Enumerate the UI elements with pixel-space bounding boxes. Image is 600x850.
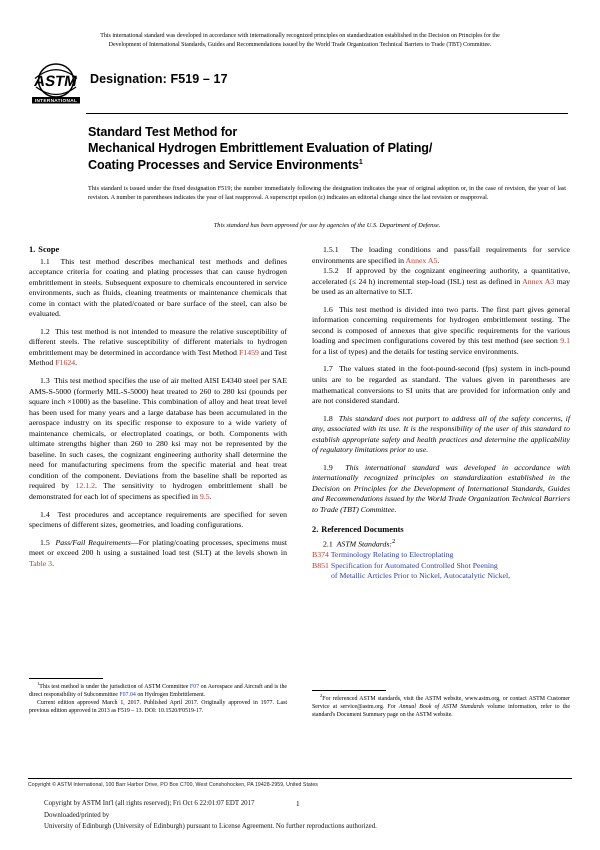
footer-divider-rule — [28, 778, 572, 779]
para-1-5-1-text-b: . — [437, 255, 440, 265]
link-f07-04[interactable]: F07.04 — [119, 691, 136, 698]
para-1-5-1-text-a: The loading conditions and pass/fail requirements for service environments are specified in — [312, 245, 571, 265]
title-divider-rule — [86, 113, 568, 114]
tbt-line-1: This international standard was developed in accordance with internationally recognized principles on standardization established in the Decision on Principles for the — [100, 33, 500, 39]
footnote-rule — [29, 678, 103, 679]
scope-heading-text: Scope — [38, 245, 60, 254]
astm-logo-icon — [28, 62, 84, 106]
para-1-9-number: 1.9 — [323, 462, 333, 472]
scope-heading-number: 1. — [29, 245, 36, 254]
footnote-2-part-b: volume information, refer to the standard's Document Summary page on the ASTM website. — [312, 703, 570, 718]
footnote-2-part-a: For referenced ASTM standards, visit the ASTM website, www.astm.org, or contact ASTM Customer Service at service@astm.org. For — [312, 695, 570, 710]
footnote-2-text — [312, 692, 570, 719]
para-1-1 — [29, 257, 287, 320]
title-line-2: Mechanical Hydrogen Embrittlement Evaluation of Plating/ — [88, 141, 433, 156]
link-f1624[interactable]: F1624 — [55, 358, 76, 368]
footnote-1-edition: Current edition approved March 1, 2017. Published April 2017. Originally approved in 1977. Last previous edition approved in 2013 as F519 – 13. DOI: 10.1520/F0519-17. — [29, 699, 287, 714]
para-1-5 — [29, 538, 287, 570]
footnote-2-marker: 2 — [320, 692, 323, 698]
link-f07[interactable]: F07 — [189, 683, 200, 690]
para-1-4 — [29, 510, 287, 531]
link-table-3[interactable]: Table 3 — [29, 558, 53, 568]
para-1-7-number: 1.7 — [323, 364, 333, 374]
reference-item[interactable] — [312, 550, 570, 561]
download-info-block — [44, 798, 544, 833]
download-line-2: Downloaded/printed by — [44, 811, 110, 819]
para-1-6-text-a: This test method is divided into two parts. The first part gives general information concerning requirements for hydrogen embrittlement testing. The second is composed of annexes that give specific requirements for the various loading and specimen configurations covered by this test method (see section — [312, 304, 570, 346]
footnote-1-text — [29, 680, 288, 699]
para-1-5-2-number: 1.5.2 — [323, 266, 339, 276]
reference-item[interactable] — [312, 561, 570, 572]
para-1-8 — [312, 414, 570, 456]
download-line-3: University of Edinburgh (University of Edinburgh) pursuant to License Agreement. No further reproductions authorized. — [44, 823, 377, 831]
reference-title[interactable]: Terminology Relating to Electroplating — [330, 550, 454, 560]
para-1-2-text-a: This test method is not intended to measure the relative susceptibility of different steels. The relative susceptibility of different materials to hydrogen embrittlement may be determined in accordance with Test Method — [29, 326, 288, 357]
page-number: 1 — [296, 800, 300, 808]
para-1-5-text-b: . — [52, 558, 55, 568]
footnote-1-marker: 1 — [37, 680, 40, 686]
para-1-5-1-number: 1.5.1 — [323, 245, 339, 254]
link-f1459[interactable]: F1459 — [238, 347, 259, 357]
para-1-5-1 — [312, 245, 570, 266]
para-1-7 — [312, 364, 570, 406]
para-1-5-text-a: —For plating/coating processes, specimens must meet or exceed 200 h using a sustained load test (SLT) at the levels shown in — [29, 537, 288, 558]
para-1-2-text-b: and Test Method — [29, 347, 287, 368]
para-1-5-2 — [312, 266, 570, 298]
designation-label: Designation: F519 – 17 — [90, 72, 228, 86]
section-heading-referenced-documents — [312, 525, 570, 536]
para-1-3-text-b: . The sensitivity to hydrogen embrittlement shall be demonstrated for each lot of specimens as specified in — [29, 481, 287, 502]
footnote-rule — [312, 690, 386, 691]
para-1-3-number: 1.3 — [40, 376, 50, 386]
para-1-9-text: This international standard was developed in accordance with internationally recognized principles on standardization established in the Decision on Principles for the Development of International Standards, Guides and Recommendations issued by the World Trade Organization Technical Barriers to Trade (TBT) Committee. — [312, 462, 571, 515]
para-1-5-2-text-a: If approved by the cognizant engineering authority, a quantitative, accelerated (≤ 24 h) incremental step-load (ISL) test as defined in — [312, 266, 570, 286]
para-1-3-text-a: This test method specifies the use of air melted AISI E4340 steel per SAE AMS-S-5000 (formerly MIL-S-5000) heat treated to 260 to 280 ksi (pounds per square inch ×1000) as the baseline. This combination of alloy and heat treat level has been used for many years and a large database has been accumulated in the aerospace industry on its specific response to exposure to a wide variety of maintenance chemicals, or electroplated coatings, or both. Components with ultimate strengths higher than 260 to 280 ksi may not be represented by the baseline. In such cases, the cognizant engineering authority shall determine the need for manufacturing specimens from the specific material and heat treat condition of the component. Deviations from the baseline shall be reported as required by — [29, 376, 287, 491]
title-line-1: Standard Test Method for — [88, 125, 238, 139]
para-1-7-text: The values stated in the foot-pound-second (fps) system in inch-pound units are to be regarded as standard. The values given in parentheses are mathematical conversions to SI units that are provided for information only and are not considered standard. — [312, 364, 570, 406]
para-1-4-number: 1.4 — [40, 509, 50, 519]
para-1-2-number: 1.2 — [40, 326, 50, 336]
para-1-2 — [29, 327, 287, 369]
left-column — [29, 245, 287, 569]
para-1-1-number: 1.1 — [40, 256, 50, 266]
para-1-5-2-text-b: may be used as an alternative to SLT. — [312, 276, 571, 297]
issue-note: This standard is issued under the fixed designation F519; the number immediately following the designation indicates the year of original adoption or, in the case of revision, the year of last revision. A number in parentheses indicates the year of last reapproval. A superscript epsilon (ε) indicates an editorial change since the last revision or reapproval. — [88, 185, 566, 202]
para-1-8-text: This standard does not purport to address all of the safety concerns, if any, associated with its use. It is the responsibility of the user of this standard to establish appropriate safety and health practices and determine the applicability of regulatory limitations prior to use. — [312, 413, 570, 455]
para-1-8-number: 1.8 — [323, 413, 333, 423]
para-1-3-text-c: . — [209, 492, 212, 502]
tbt-line-2: Development of International Standards, Guides and Recommendations issued by the World Trade Organization Technical Barriers to Trade (TBT) Committee. — [108, 42, 492, 49]
link-9-5[interactable]: 9.5 — [199, 492, 210, 502]
title-line-3: Coating Processes and Service Environments — [88, 157, 359, 172]
tbt-header-note — [32, 32, 568, 50]
svg-text:INTERNATIONAL: INTERNATIONAL — [34, 99, 78, 104]
footnote-1-part-c: on Hydrogen Embrittlement. — [135, 691, 206, 698]
footnote-left — [29, 678, 287, 715]
refdocs-heading-text: Referenced Documents — [321, 524, 404, 534]
refdocs-heading-number: 2. — [312, 524, 319, 534]
link-12-1-2[interactable]: 12.1.2 — [75, 481, 96, 491]
para-1-2-text-c: . — [75, 358, 78, 368]
para-1-6-number: 1.6 — [323, 304, 333, 314]
para-1-5-italic-lead: Pass/Fail Requirements — [55, 537, 131, 547]
link-9-1[interactable]: 9.1 — [560, 336, 570, 346]
para-1-6-text-b: for a list of types) and the details for testing service environments. — [312, 346, 519, 356]
reference-title[interactable]: Specification for Automated Controlled Shot Peening — [330, 560, 498, 570]
para-2-1-number: 2.1 — [323, 539, 333, 549]
reference-title-continuation[interactable]: of Metallic Articles Prior to Nickel, Autocatalytic Nickel, — [331, 571, 511, 581]
para-1-5-number: 1.5 — [40, 537, 50, 547]
footnote-1-part-a: This test method is under the jurisdiction of ASTM Committee — [39, 683, 190, 690]
footnote-1-part-b: on Aerospace and Aircraft and is the direct responsibility of Subcommittee — [29, 683, 288, 698]
reference-code[interactable]: B851 — [312, 560, 329, 570]
para-1-3 — [29, 376, 287, 503]
para-2-1-label: ASTM Standards: — [336, 539, 393, 549]
right-column — [312, 245, 570, 582]
para-1-9 — [312, 463, 570, 516]
download-line-1: Copyright by ASTM Int'l (all rights reserved); Fri Oct 6 22:01:07 EDT 2017 — [44, 800, 255, 807]
section-heading-scope — [29, 245, 287, 256]
title-footnote-marker: 1 — [358, 158, 363, 166]
page-title — [88, 124, 568, 173]
link-annex-a3[interactable]: Annex A3 — [522, 276, 555, 286]
reference-code[interactable]: B374 — [312, 550, 329, 560]
logo-row — [28, 62, 568, 108]
link-annex-a5[interactable]: Annex A5 — [405, 255, 438, 265]
para-1-4-text: Test procedures and acceptance requirements are specified for seven specimens of different sizes, geometries, and loading configurations. — [29, 509, 287, 530]
para-2-1 — [312, 537, 570, 550]
footnote-right — [312, 690, 570, 719]
dod-approval-note: This standard has been approved for use by agencies of the U.S. Department of Defense. — [213, 222, 441, 229]
copyright-line: Copyright © ASTM International, 100 Barr Harbor Drive, PO Box C700, West Conshohocken, PA 19428-2959, United States — [28, 782, 318, 788]
footnote-2-italic: Annual Book of ASTM Standards — [398, 703, 484, 710]
svg-text:ASTM: ASTM — [32, 73, 79, 90]
para-1-6 — [312, 305, 570, 358]
para-2-1-footnote-marker: 2 — [392, 538, 396, 546]
para-1-1-text: This test method describes mechanical test methods and defines acceptance criteria for coating and plating processes that can cause hydrogen embrittlement in steels. Subsequent exposure to chemicals encountered in service environments, such as fluids, cleaning treatments or maintenance chemicals that come in contact with the plated/coated or bare surface of the steel, can also be evaluated. — [29, 256, 287, 319]
